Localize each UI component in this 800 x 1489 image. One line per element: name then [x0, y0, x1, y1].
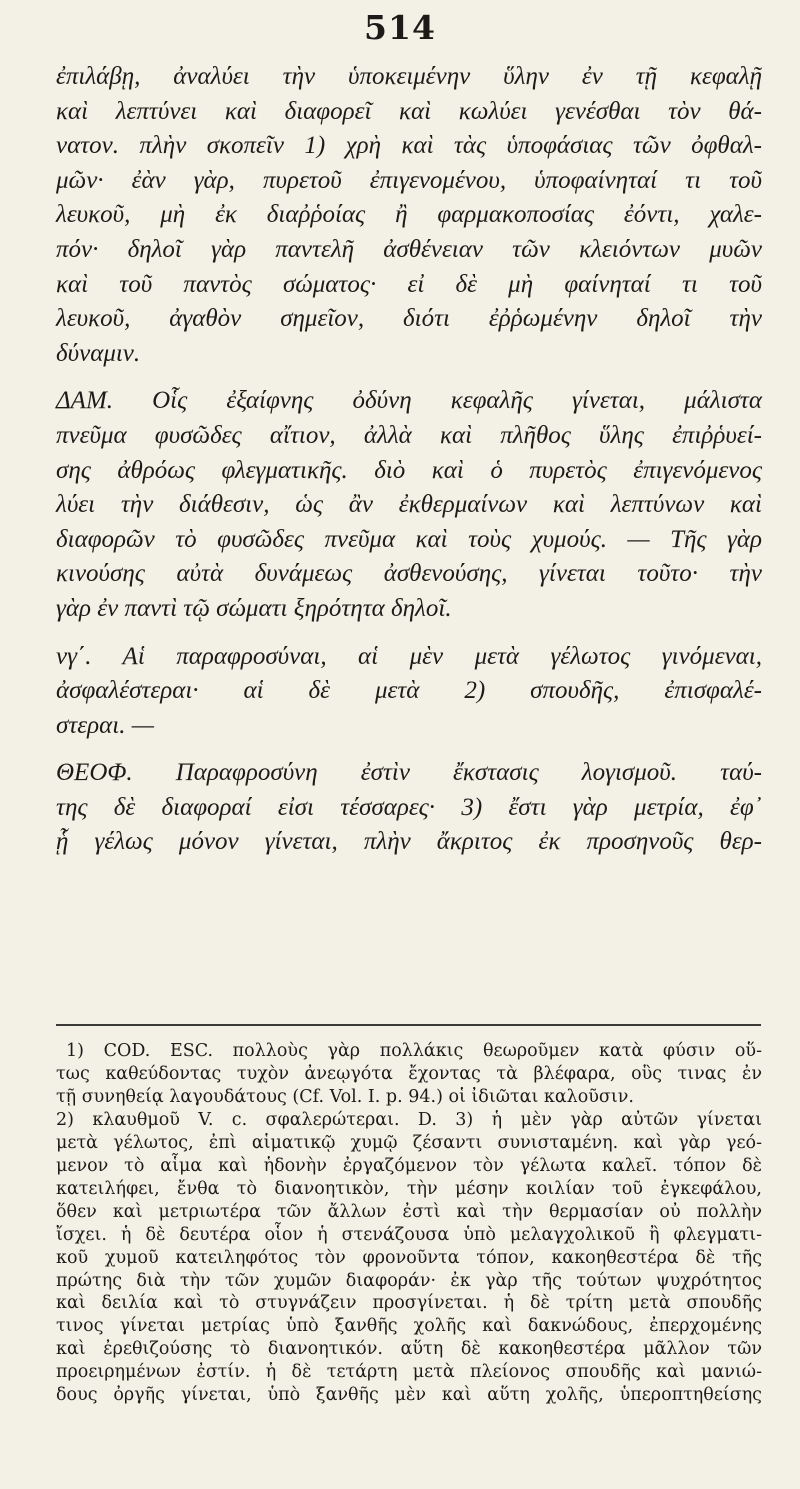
text-line: ΔΑΜ. Οἷς ἐξαίφνης ὀδύνη κεφαλῆς γίνεται, μάλιστα	[56, 387, 762, 415]
text-line: κινούσης αὐτὰ δυνάμεως ἀσθενούσης, γίνεται τοῦτο· τὴν	[56, 560, 762, 588]
footnote-line: καὶ ἐρεθιζούσης τὸ διανοητικόν. αὕτη δὲ κακοηθεστέρα μᾶλλον τῶν	[56, 1339, 762, 1360]
footnote-line: 2) κλαυθμοῦ V. c. σφαλερώτεραι. D. 3) ἡ μὲν γὰρ αὐτῶν γίνεται	[56, 1109, 762, 1130]
text-line: καὶ τοῦ παντὸς σώματος· εἰ δὲ μὴ φαίνηταί τι τοῦ	[56, 270, 762, 298]
page-number: 514	[364, 8, 436, 47]
text-line: λευκοῦ, ἀγαθὸν σημεῖον, διότι ἐῤῥωμένην δηλοῖ τὴν	[56, 305, 762, 333]
footnote-line: τῇ συνηθείᾳ λαγουδάτους (Cf. Vol. I. p. 94.) οἱ ἰδιῶται καλοῦσιν.	[56, 1086, 634, 1107]
footnote-line: καὶ δειλία καὶ τὸ στυγνάζειν προσγίνεται. ἡ δὲ τρίτη μετὰ σπουδῆς	[56, 1293, 762, 1314]
footnote-line: μετὰ γέλωτος, ἐπὶ αἱματικῷ χυμῷ ζέσαντι συνισταμένη. καὶ γὰρ γεό-	[56, 1132, 762, 1153]
footnote-line: 1) COD. ESC. πολλοὺς γὰρ πολλάκις θεωροῦμεν κατὰ φύσιν οὕ-	[66, 1041, 762, 1061]
text-line: λευκοῦ, μὴ ἐκ διαῤῥοίας ἢ φαρμακοποσίας ἐόντι, χαλε-	[56, 201, 762, 229]
footnote-line: μενον τὸ αἷμα καὶ ἡδονὴν ἐργαζόμενον τὸν γέλωτα καλεῖ. τόπον δὲ	[56, 1155, 762, 1176]
text-line: της δὲ διαφοραί εἰσι τέσσαρες· 3) ἔστι γὰρ μετρία, ἐφ᾿	[56, 793, 762, 821]
text-line: πόν· δηλοῖ γὰρ παντελῆ ἀσθένειαν τῶν κλειόντων μυῶν	[56, 235, 762, 263]
text-line: ἐπιλάβῃ, ἀναλύει τὴν ὑποκειμένην ὕλην ἐν τῇ κεφαλῇ	[56, 63, 762, 90]
text-line: ΘΕΟΦ. Παραφροσύνη ἐστὶν ἔκστασις λογισμοῦ. ταύ-	[56, 759, 762, 787]
footnotes	[56, 1040, 762, 1407]
footnote-line: τως καθεύδοντας τυχὸν ἀνεῳγότα ἔχοντας τὰ βλέφαρα, οὓς τινας ἐν	[56, 1063, 762, 1084]
text-line: νγ΄. Αἱ παραφροσύναι, αἱ μὲν μετὰ γέλωτος γινόμεναι,	[56, 642, 762, 670]
footnote-line: ὅθεν καὶ μετριωτέρα τῶν ἄλλων ἐστὶ καὶ τὴν θερμασίαν οὐ πολλὴν	[56, 1201, 762, 1222]
text-line: σης ἀθρόως φλεγματικῆς. διὸ καὶ ὁ πυρετὸς ἐπιγενόμενος	[56, 456, 762, 484]
text-line: λύει τὴν διάθεσιν, ὡς ἂν ἐκθερμαίνων καὶ λεπτύνων καὶ	[56, 491, 762, 519]
text-line: νατον. πλὴν σκοπεῖν 1) χρὴ καὶ τὰς ὑποφάσιας τῶν ὀφθαλ-	[56, 132, 762, 160]
text-line: διαφορῶν τὸ φυσῶδες πνεῦμα καὶ τοὺς χυμούς. — Τῆς γὰρ	[56, 525, 762, 553]
footnote-line: προειρημένων ἐστίν. ἡ δὲ τετάρτη μετὰ πλείονος σπουδῆς καὶ μανιώ-	[56, 1362, 762, 1383]
text-line: πνεῦμα φυσῶδες αἴτιον, ἀλλὰ καὶ πλῆθος ὕλης ἐπιῤῥυεί-	[56, 421, 762, 449]
main-text	[56, 60, 762, 860]
footnote-line: τινος γίνεται μετρίας ὑπὸ ξανθῆς χολῆς καὶ δακνώδους, ἐπερχομένης	[56, 1316, 762, 1337]
footnote-line: κατειλήφει, ἔνθα τὸ διανοητικὸν, τὴν μέσην κοιλίαν τοῦ ἐγκεφάλου,	[56, 1178, 762, 1199]
text-line: ἀσφαλέστεραι· αἱ δὲ μετὰ 2) σπουδῆς, ἐπισφαλέ-	[56, 677, 762, 705]
footnote-line: πρώτης διὰ τὴν τῶν χυμῶν διαφοράν· ἐκ γὰρ τῆς τούτων ψυχρότητος	[56, 1270, 762, 1291]
text-line: δύναμιν.	[56, 339, 141, 367]
text-line: στεραι. —	[56, 711, 154, 739]
text-line: γὰρ ἐν παντὶ τῷ σώματι ξηρότητα δηλοῖ.	[56, 594, 452, 622]
text-line: ᾗ γέλως μόνον γίνεται, πλὴν ἄκριτος ἐκ προσηνοῦς θερ-	[56, 828, 762, 856]
footnote-line: ἴσχει. ἡ δὲ δευτέρα οἷον ἡ στενάζουσα ὑπὸ μελαγχολικοῦ ἢ φλεγματι-	[56, 1224, 762, 1245]
text-line: καὶ λεπτύνει καὶ διαφορεῖ καὶ κωλύει γενέσθαι τὸν θά-	[56, 97, 762, 125]
footnote-line: δους ὀργῆς γίνεται, ὑπὸ ξανθῆς μὲν καὶ αὕτη χολῆς, ὑπεροπτηθείσης	[56, 1385, 762, 1406]
footnote-line: κοῦ χυμοῦ κατειληφότος τὸν φρονοῦντα τόπον, κακοηθεστέρα δὲ τῆς	[56, 1247, 762, 1268]
footnote-divider	[56, 1024, 761, 1026]
text-line: μῶν· ἐὰν γὰρ, πυρετοῦ ἐπιγενομένου, ὑποφαίνηταί τι τοῦ	[56, 166, 762, 194]
